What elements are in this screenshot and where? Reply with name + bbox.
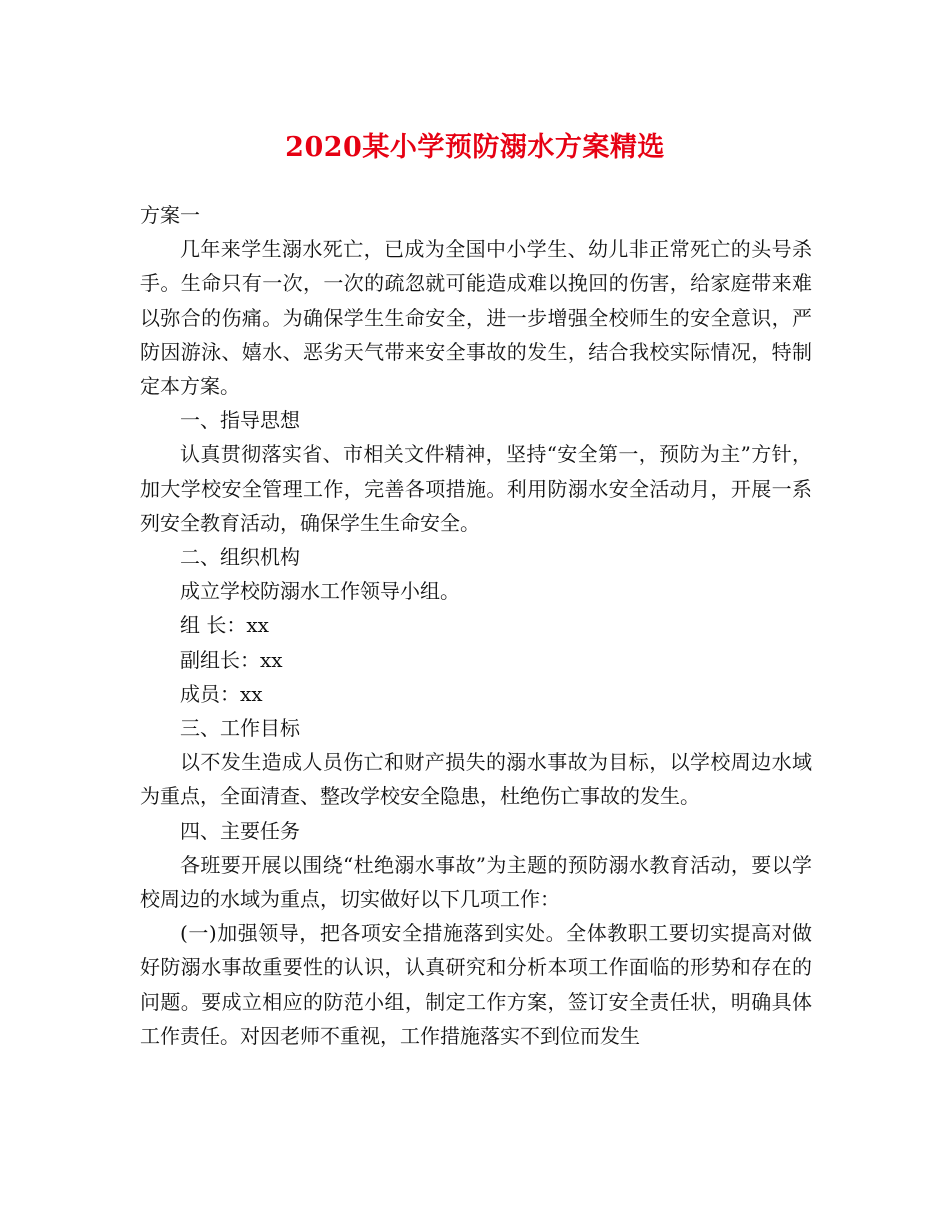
paragraph: 成员：xx — [180, 681, 263, 706]
paragraph: 二、组织机构 — [180, 545, 300, 570]
paragraph: 三、工作目标 — [180, 716, 300, 741]
paragraph: 方案一 — [140, 203, 200, 227]
paragraph: 四、主要任务 — [180, 818, 300, 843]
paragraph: 组 长：xx — [180, 613, 269, 638]
paragraph: 副组长：xx — [180, 647, 283, 672]
paragraph: 成立学校防溺水工作领导小组。 — [180, 579, 460, 604]
paragraph: (一)加强领导，把各项安全措施落到实处。全体教职工要切实提高对做好防溺水事故重要性的认识，认真研究和分析本项工作面临的形势和存在的问题。要成立相应的防范小组，制定工作方案，签订安全责任状，明确具体工作责任。对因老师不重视，工作措施落实不到位而发生 — [140, 921, 812, 1048]
paragraph: 一、指导思想 — [180, 408, 300, 433]
paragraph: 认真贯彻落实省、市相关文件精神，坚持“安全第一，预防为主”方针，加大学校安全管理工作，完善各项措施。利用防溺水安全活动月，开展一系列安全教育活动，确保学生生命安全。 — [140, 442, 812, 535]
document-title: 2020某小学预防溺水方案精选 — [285, 132, 665, 163]
paragraph: 以不发生造成人员伤亡和财产损失的溺水事故为目标，以学校周边水域为重点，全面清查、整改学校安全隐患，杜绝伤亡事故的发生。 — [140, 750, 812, 809]
paragraph: 几年来学生溺水死亡，已成为全国中小学生、幼儿非正常死亡的头号杀手。生命只有一次，一次的疏忽就可能造成难以挽回的伤害，给家庭带来难以弥合的伤痛。为确保学生生命安全，进一步增强全校师生的安全意识，严防因游泳、嬉水、恶劣天气带来安全事故的发生，结合我校实际情况，特制定本方案。 — [140, 237, 812, 399]
document-body — [140, 198, 812, 1053]
paragraph: 各班要开展以围绕“杜绝溺水事故”为主题的预防溺水教育活动，要以学校周边的水域为重点，切实做好以下几项工作： — [140, 852, 812, 912]
